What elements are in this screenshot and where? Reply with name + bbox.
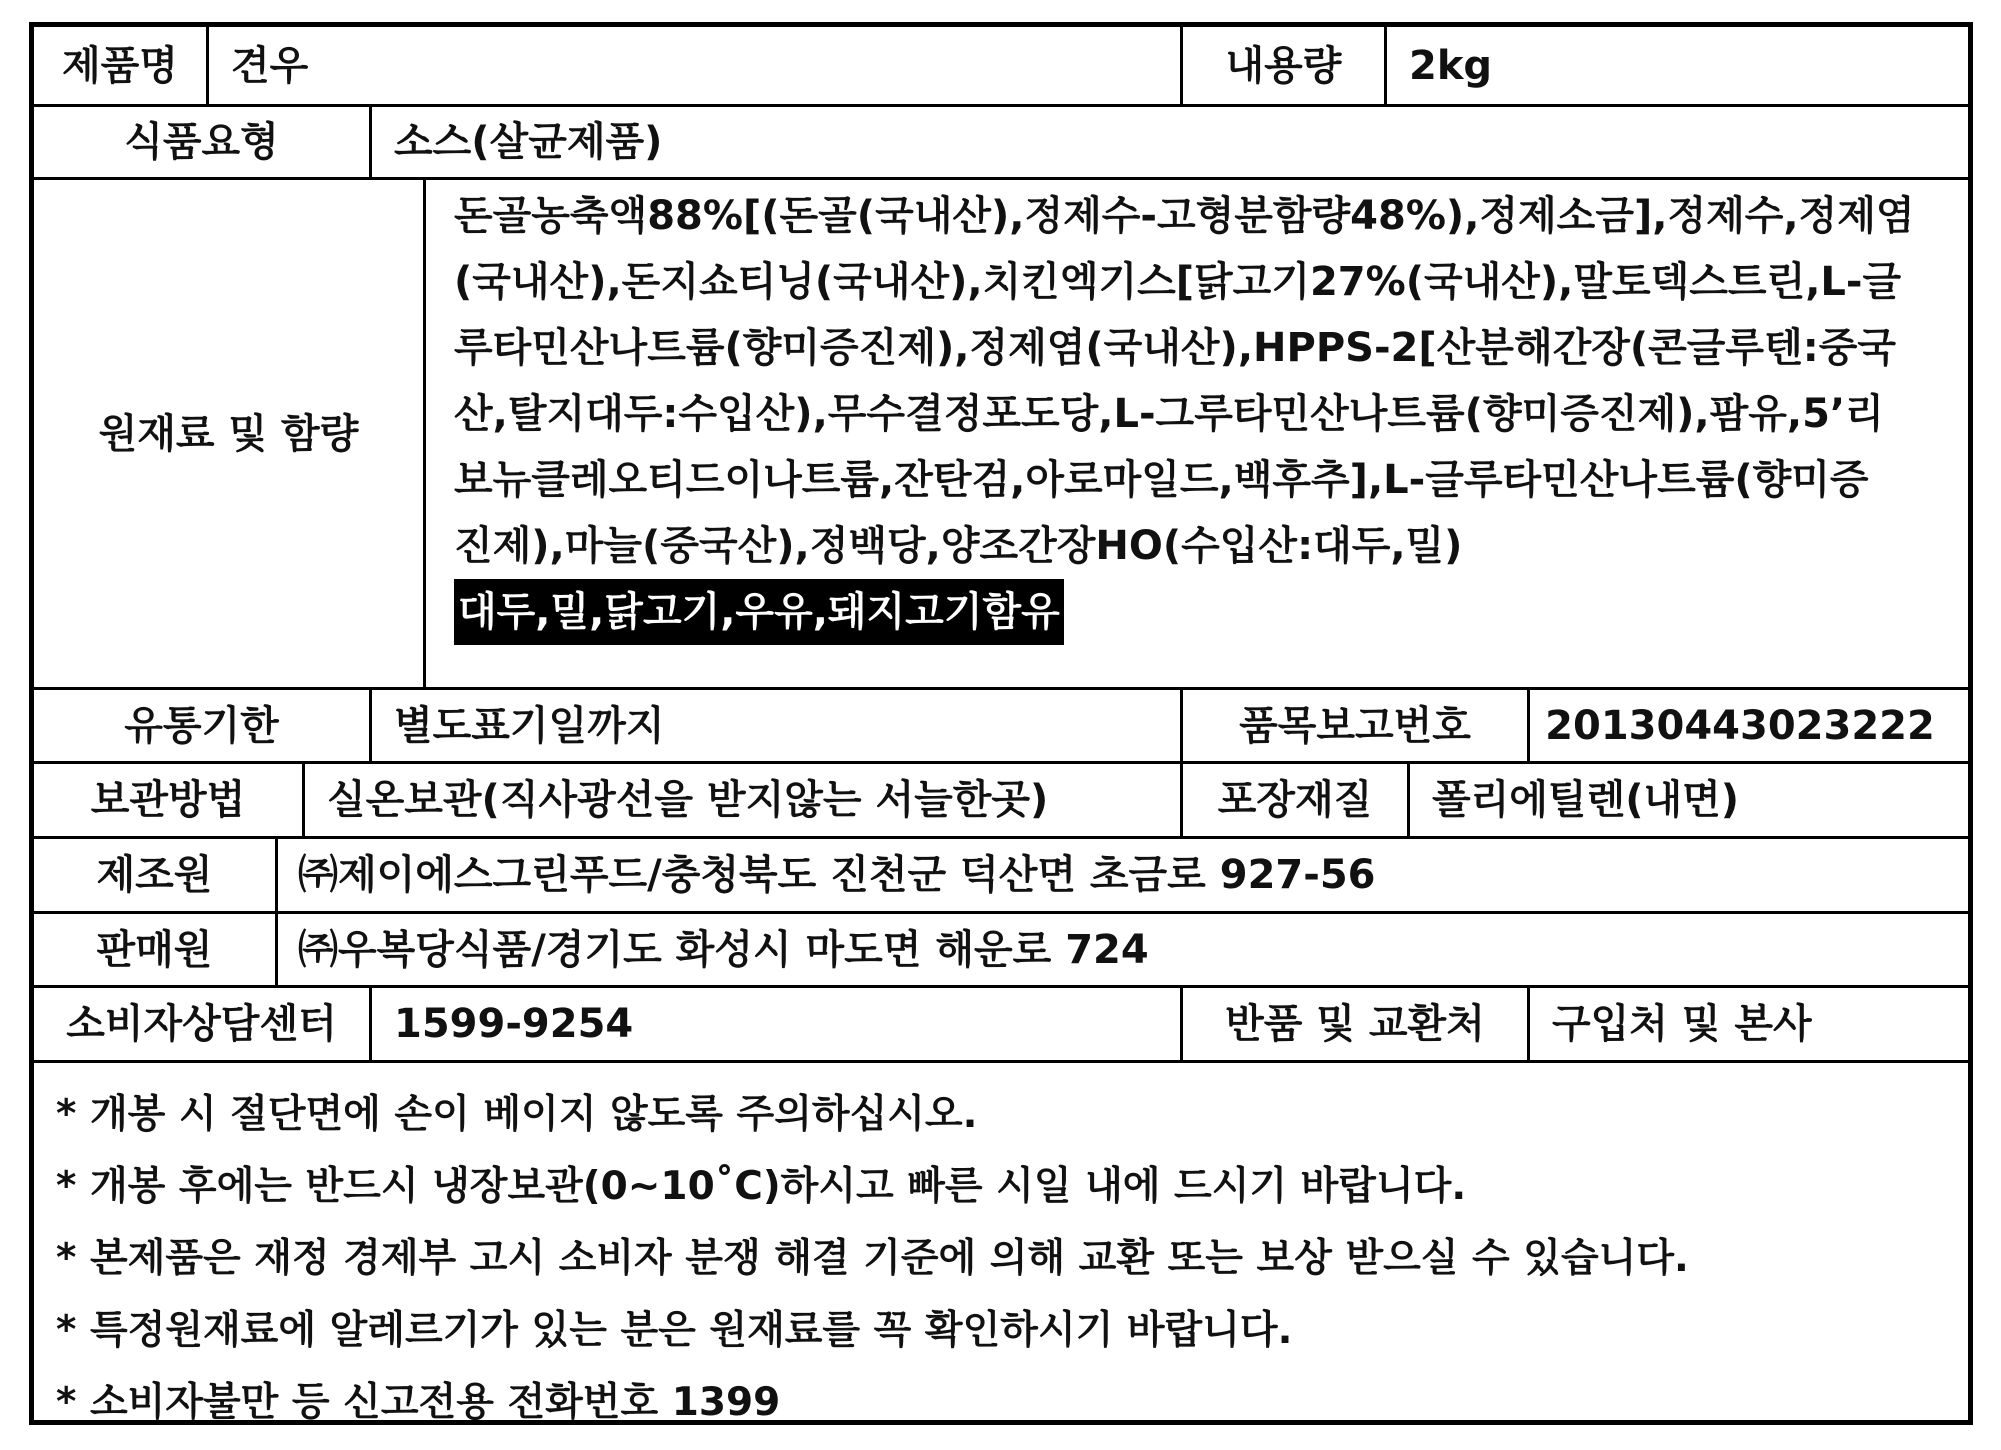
return-exchange-value: 구입처 및 본사 (1552, 1001, 1812, 1047)
row-divider (34, 1060, 1968, 1063)
seller-value: ㈜우복당식품/경기도 화성시 마도면 해운로 724 (298, 926, 1149, 973)
col-divider (423, 177, 426, 687)
volume-label: 내용량 (1225, 42, 1342, 89)
product-label-table (29, 22, 1973, 1425)
return-exchange-label: 반품 및 교환처 (1225, 1001, 1485, 1047)
notice-list (56, 1079, 1956, 1439)
ingredients-line: 루타민산나트륨(향미증진제),정제염(국내산),HPPS-2[산분해간장(콘글루텐:중국 (454, 325, 1896, 371)
ingredients-line: 돈골농축액88%[(돈골(국내산),정제수-고형분함량48%),정제소금],정제수,정제염 (454, 193, 1915, 239)
manufacturer-label: 제조원 (96, 852, 213, 898)
food-type-value: 소스(살균제품) (394, 119, 663, 165)
volume-value: 2kg (1409, 42, 1493, 89)
ingredients-label: 원재료 및 함량 (98, 410, 359, 457)
notice-item: * 특정원재료에 알레르기가 있는 분은 원재료를 꼭 확인하시기 바랍니다. (56, 1308, 1293, 1353)
ingredients-line: 보뉴클레오티드이나트륨,잔탄검,아로마일드,백후추],L-글루타민산나트륨(향미증 (454, 457, 1869, 503)
ingredients-text (454, 183, 1959, 645)
packaging-value: 폴리에틸렌(내면) (1432, 777, 1740, 823)
ingredients-line: 진제),마늘(중국산),정백당,양조간장HO(수입산:대두,밀) (454, 523, 1463, 569)
notice-item: * 개봉 후에는 반드시 냉장보관(0~10˚C)하시고 빠른 시일 내에 드시기 바랍니다. (56, 1164, 1467, 1209)
product-name-value: 견우 (231, 42, 309, 89)
packaging-label: 포장재질 (1217, 777, 1373, 823)
report-number-value: 20130443023222 (1545, 702, 1935, 749)
product-name-label: 제품명 (62, 42, 178, 89)
notice-item: * 본제품은 재정 경제부 고시 소비자 분쟁 해결 기준에 의해 교환 또는 보상 받으실 수 있습니다. (56, 1236, 1689, 1281)
ingredients-line: 산,탈지대두:수입산),무수결정포도당,L-그루타민산나트륨(향미증진제),팜유,5’리 (454, 391, 1884, 437)
expiry-label: 유통기한 (124, 702, 279, 749)
storage-value: 실온보관(직사광선을 받지않는 서늘한곳) (327, 777, 1049, 823)
report-number-label: 품목보고번호 (1239, 702, 1471, 749)
allergen-notice: 대두,밀,닭고기,우유,돼지고기함유 (454, 579, 1064, 645)
consumer-center-phone: 1599-9254 (394, 1001, 634, 1047)
seller-label: 판매원 (96, 926, 213, 973)
ingredients-line: (국내산),돈지쇼티닝(국내산),치킨엑기스[닭고기27%(국내산),말토덱스트린,L-글 (454, 259, 1902, 305)
notice-item: * 개봉 시 절단면에 손이 베이지 않도록 주의하십시오. (56, 1092, 978, 1137)
expiry-value: 별도표기일까지 (394, 702, 665, 749)
notice-item: * 소비자불만 등 신고전용 전화번호 1399 (56, 1380, 781, 1425)
food-type-label: 식품요형 (124, 119, 279, 165)
storage-label: 보관방법 (90, 777, 246, 823)
consumer-center-label: 소비자상담센터 (66, 1001, 337, 1047)
manufacturer-value: ㈜제이에스그린푸드/충청북도 진천군 덕산면 초금로 927-56 (298, 852, 1376, 898)
